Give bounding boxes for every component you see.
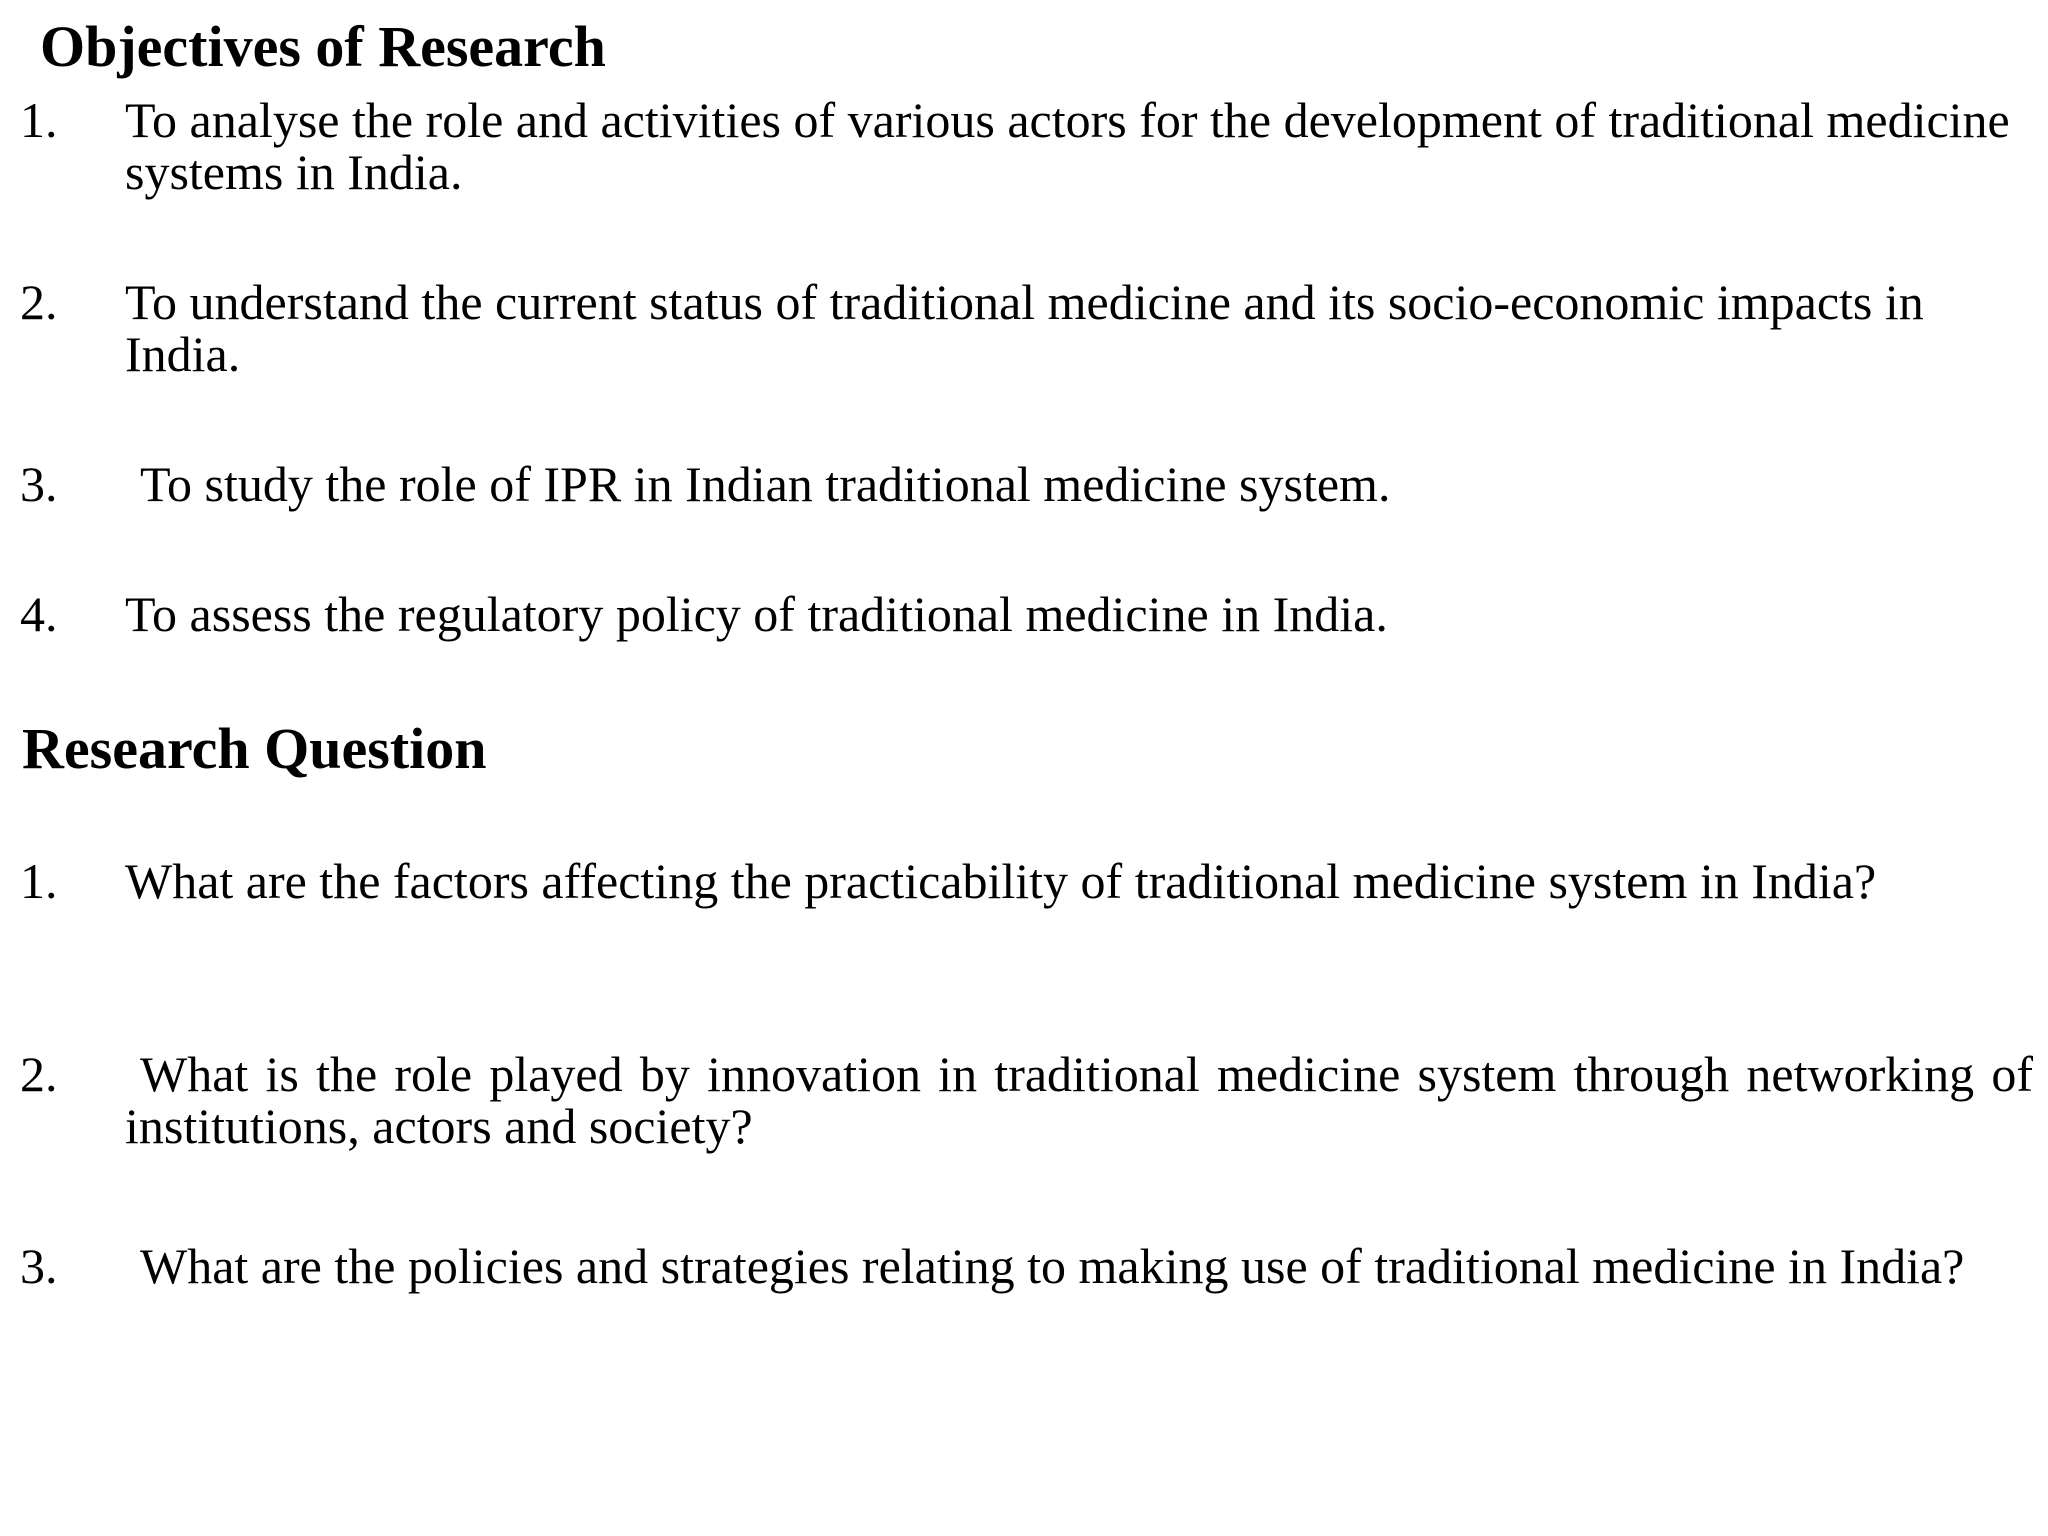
objective-text: To assess the regulatory policy of traditional medicine in India.	[125, 586, 1388, 642]
question-number: 1.	[20, 853, 58, 909]
research-question-heading: Research Question	[22, 716, 487, 781]
question-text: What are the factors affecting the practicability of traditional medicine system in India?	[125, 853, 1877, 909]
question-number: 2.	[20, 1046, 58, 1102]
question-text: What are the policies and strategies relating to making use of traditional medicine in India?	[140, 1238, 1965, 1294]
objective-number: 1.	[20, 92, 58, 148]
objective-number: 4.	[20, 586, 58, 642]
objective-number: 2.	[20, 274, 58, 330]
question-number: 3.	[20, 1238, 58, 1294]
objective-text: To analyse the role and activities of various actors for the development of traditional medicine systems in India.	[125, 92, 2010, 200]
question-text: What is the role played by innovation in traditional medicine system through networking of institutions, actors and society?	[125, 1046, 2033, 1154]
objective-text: To understand the current status of traditional medicine and its socio-economic impacts in India.	[125, 274, 1924, 382]
objective-number: 3.	[20, 456, 58, 512]
objectives-heading: Objectives of Research	[40, 14, 606, 79]
objective-text: To study the role of IPR in Indian traditional medicine system.	[140, 456, 1391, 512]
